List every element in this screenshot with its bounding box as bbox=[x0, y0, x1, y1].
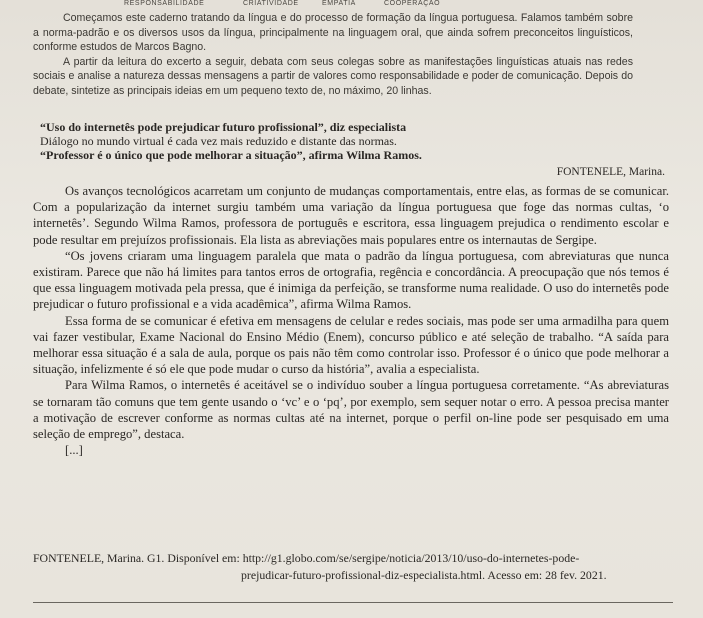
activity-instructions bbox=[33, 11, 633, 98]
intro-paragraph: A partir da leitura do excerto a seguir, debata com seus colegas sobre as manifestações linguísticas atuais nas redes sociais e analise a natureza dessas mensagens a partir de valores como responsabilidade e poder de comunicação. Depois do debate, sintetize as principais ideias em um pequeno texto de, no máximo, 20 linhas. bbox=[33, 55, 633, 97]
values-header bbox=[0, 0, 703, 9]
article-byline: FONTENELE, Marina. bbox=[556, 166, 665, 178]
intro-paragraph: Começamos este caderno tratando da língua e do processo de formação da língua portuguesa. Falamos também sobre a norma-padrão e os diversos usos da língua, principalmente na linguagem oral, que ainda sofrem preconceitos linguísticos, conforme estudos de Marcos Bagno. bbox=[33, 12, 633, 53]
article-paragraph: Essa forma de se comunicar é efetiva em mensagens de celular e redes sociais, mas pode ser uma armadilha para quem vai fazer vestibular, Exame Nacional do Ensino Médio (Enem), concurso público e até seleção de trabalho. “A saída para melhorar essa situação é a sala de aula, porque os pais não têm como controlar isso. Professor é o único que pode melhorar a situação, infelizmente é só ele que pode mudar o curso da história”, avalia a especialista. bbox=[33, 313, 669, 377]
article-subtitle-quote: “Professor é o único que pode melhorar a situação”, afirma Wilma Ramos. bbox=[40, 148, 422, 162]
article-body bbox=[33, 183, 669, 458]
citation-line-1: FONTENELE, Marina. G1. Disponível em: http://g1.globo.com/se/sergipe/noticia/2013/10/uso-do-internetes-pode- bbox=[33, 551, 580, 565]
article-paragraph: Os avanços tecnológicos acarretam um conjunto de mudanças comportamentais, entre elas, as formas de se comunicar. Com a popularização da internet surgiu também uma variação da língua portuguesa que foge das normas cultas, ‘o internetês’. Segundo Wilma Ramos, professora de português e escritora, essa linguagem prejudica o rendimento escolar e pode resultar em prejuízos profissionais. Ela lista as abreviações mais populares entre os internautas de Sergipe. bbox=[33, 184, 669, 247]
header-tab-responsabilidade: RESPONSABILIDADE bbox=[124, 0, 205, 7]
source-citation bbox=[33, 550, 669, 584]
header-tab-empatia: EMPATIA bbox=[322, 0, 356, 7]
citation-line-2: prejudicar-futuro-profissional-diz-especialista.html. Acesso em: 28 fev. 2021. bbox=[241, 568, 607, 582]
answer-line bbox=[33, 602, 673, 603]
header-tab-criatividade: CRIATIVIDADE bbox=[243, 0, 299, 7]
article-title: “Uso do internetês pode prejudicar futuro profissional”, diz especialista bbox=[40, 120, 407, 134]
article-paragraph: Para Wilma Ramos, o internetês é aceitável se o indivíduo souber a língua portuguesa corretamente. “As abreviaturas se tornaram tão comuns que tem gente usando o ‘vc’ e o ‘pq’, por exemplo, sem sequer notar o erro. A pessoa precisa manter a motivação de escrever conforme as normas cultas até na internet, porque o perfil on-line pode ser pesquisado em uma seleção de emprego”, destaca. bbox=[33, 378, 669, 442]
article-paragraph: “Os jovens criaram uma linguagem paralela que mata o padrão da língua portuguesa, com abreviaturas que nunca existiram. Parece que não há limites para tantos erros de ortografia, regência e concordância. A preocupação que nós temos é que essa linguagem motivada pela pressa, que é inimiga da perfeição, se transforme numa realidade. O uso do internetês pode prejudicar o futuro profissional e a vida acadêmica”, afirma Wilma Ramos. bbox=[33, 248, 669, 312]
article-headlines bbox=[40, 120, 600, 162]
header-tab-cooperacao: COOPERAÇÃO bbox=[384, 0, 441, 7]
article-ellipsis: [...] bbox=[65, 443, 83, 458]
article-subtitle: Diálogo no mundo virtual é cada vez mais reduzido e distante das normas. bbox=[40, 134, 397, 148]
